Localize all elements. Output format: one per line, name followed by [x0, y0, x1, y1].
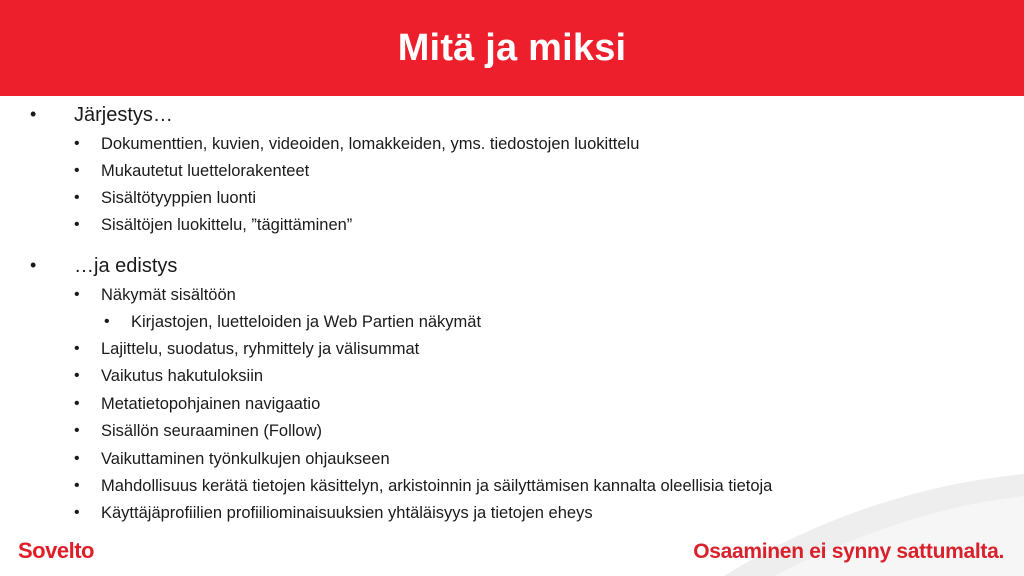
list-item: Dokumenttien, kuvien, videoiden, lomakkeiden, yms. tiedostojen luokittelu [101, 135, 640, 153]
bullet-icon: • [74, 162, 80, 179]
bullet-icon: • [74, 422, 80, 439]
sub-list-item: Kirjastojen, luetteloiden ja Web Partien näkymät [131, 313, 482, 331]
footer-slogan: Osaaminen ei synny sattumalta. [693, 540, 1004, 563]
bullet-icon: • [30, 104, 37, 124]
bullet-icon: • [74, 135, 80, 152]
slide-header [0, 0, 1024, 96]
sovelto-logo: Sovelto [18, 538, 94, 563]
list-item: Mahdollisuus kerätä tietojen käsittelyn, arkistoinnin ja säilyttämisen kannalta oleellisia tietoja [101, 477, 773, 495]
list-item: Lajittelu, suodatus, ryhmittely ja välisummat [101, 340, 420, 358]
bullet-icon: • [74, 450, 80, 467]
section-heading: …ja edistys [74, 255, 178, 277]
section-heading: Järjestys… [74, 104, 173, 126]
bullet-icon: • [74, 286, 80, 303]
list-item: Sisältöjen luokittelu, ”tägittäminen” [101, 216, 353, 234]
bullet-icon: • [74, 216, 80, 233]
bullet-icon: • [104, 313, 110, 330]
slide-title: Mitä ja miksi [397, 26, 627, 69]
bullet-icon: • [74, 189, 80, 206]
list-item: Vaikutus hakutuloksiin [101, 367, 264, 385]
list-item: Näkymät sisältöön [101, 286, 236, 304]
bullet-icon: • [30, 255, 37, 275]
bullet-icon: • [74, 504, 80, 521]
bullet-icon: • [74, 477, 80, 494]
list-item: Metatietopohjainen navigaatio [101, 395, 321, 413]
list-item: Sisällön seuraaminen (Follow) [101, 422, 323, 440]
list-item: Mukautetut luettelorakenteet [101, 162, 310, 180]
bullet-icon: • [74, 367, 80, 384]
list-item: Sisältötyyppien luonti [101, 189, 257, 207]
list-item: Käyttäjäprofiilien profiiliominaisuuksien yhtäläisyys ja tietojen eheys [101, 504, 593, 522]
bullet-icon: • [74, 340, 80, 357]
list-item: Vaikuttaminen työnkulkujen ohjaukseen [101, 450, 390, 468]
bullet-icon: • [74, 395, 80, 412]
